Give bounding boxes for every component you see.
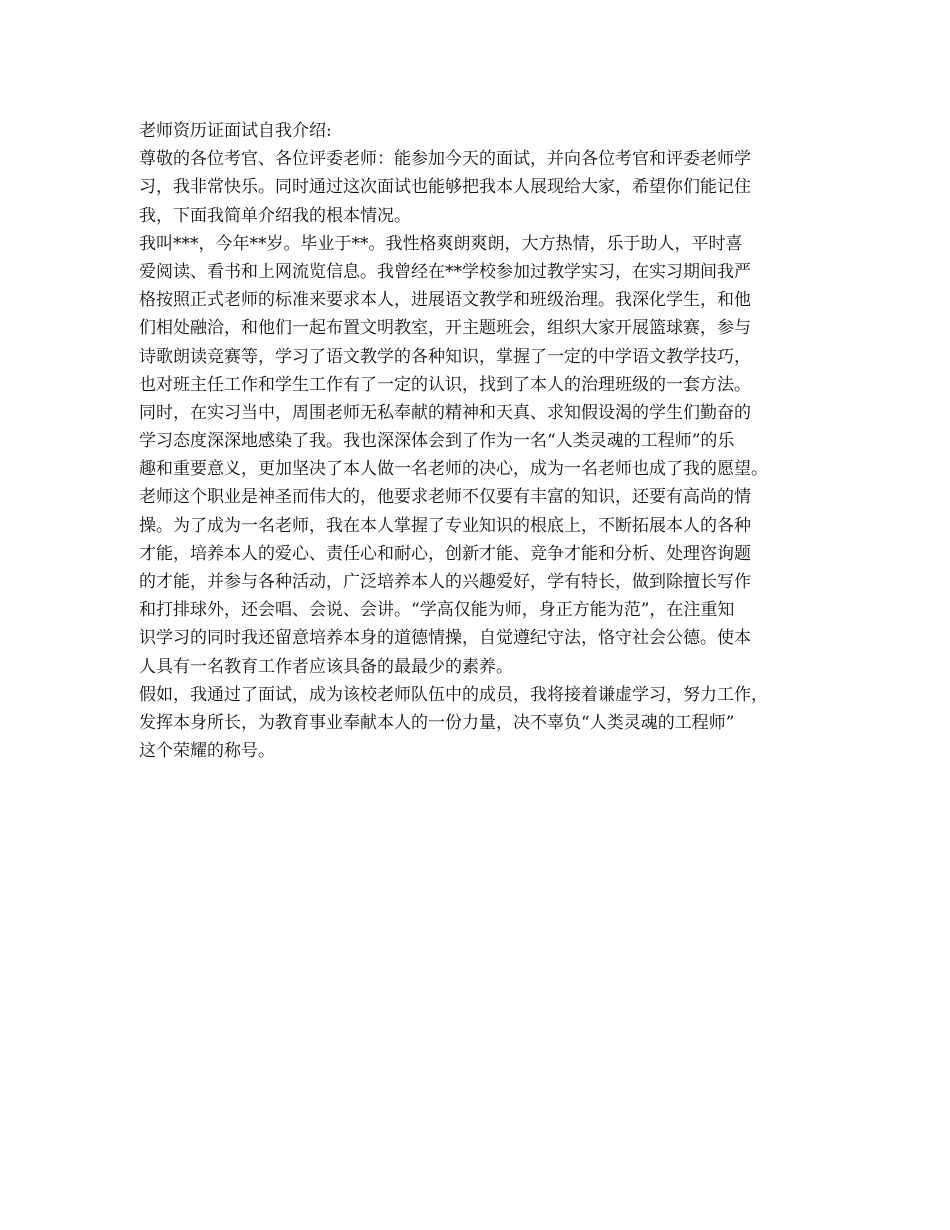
text-line: 发挥本身所长，为教育事业奉献本人的一份力量，决不辜负“人类灵魂的工程师” [139, 712, 735, 733]
text-line: 这个荣耀的称号。 [139, 741, 275, 762]
text-line: 诗歌朗读竞赛等，学习了语文教学的各种知识，掌握了一定的中学语文教学技巧， [139, 346, 751, 367]
text-line: 我，下面我简单介绍我的根本情况。 [139, 205, 411, 226]
text-line: 的才能，并参与各种活动，广泛培养本人的兴趣爱好，学有特长，做到除擅长写作 [139, 572, 751, 592]
text-line: 趣和重要意义，更加坚决了本人做一名老师的决心，成为一名老师也成了我的愿望。 [139, 459, 768, 480]
document-title: 老师资历证面试自我介绍: [139, 121, 332, 141]
text-line: 也对班主任工作和学生工作有了一定的认识，找到了本人的治理班级的一套方法。 [139, 374, 751, 395]
text-line: 才能，培养本人的爱心、责任心和耐心，创新才能、竞争才能和分析、处理咨询题 [139, 543, 751, 564]
text-line: 老师这个职业是神圣而伟大的，他要求老师不仅要有丰富的知识，还要有高尚的情 [139, 487, 751, 508]
text-line: 和打排球外，还会唱、会说、会讲。“学高仅能为师，身正方能为范”，在注重知 [139, 600, 735, 621]
text-line: 学习态度深深地感染了我。我也深深体会到了作为一名“人类灵魂的工程师”的乐 [139, 431, 735, 452]
text-line: 假如，我通过了面试，成为该校老师队伍中的成员，我将接着谦虚学习，努力工作， [139, 684, 768, 705]
text-line: 爱阅读、看书和上网流览信息。我曾经在**学校参加过教学实习，在实习期间我严 [139, 261, 751, 282]
text-line: 们相处融洽，和他们一起布置文明教室，开主题班会，组织大家开展篮球赛，参与 [139, 318, 751, 339]
document-body [139, 117, 839, 765]
text-line: 格按照正式老师的标准来要求本人，进展语文教学和班级治理。我深化学生，和他 [139, 290, 751, 311]
text-line: 习，我非常快乐。同时通过这次面试也能够把我本人展现给大家，希望你们能记住 [139, 177, 751, 198]
text-line: 尊敬的各位考官、各位评委老师：能参加今天的面试，并向各位考官和评委老师学 [139, 149, 751, 170]
text-line: 识学习的同时我还留意培养本身的道德情操，自觉遵纪守法，恪守社会公德。使本 [139, 628, 751, 649]
text-line: 操。为了成为一名老师，我在本人掌握了专业知识的根底上，不断拓展本人的各种 [139, 515, 751, 536]
text-line: 同时，在实习当中，周围老师无私奉献的精神和天真、求知假设渴的学生们勤奋的 [139, 402, 751, 423]
text-line: 人具有一名教育工作者应该具备的最最少的素养。 [139, 656, 513, 677]
text-line: 我叫***，今年**岁。毕业于**。我性格爽朗爽朗，大方热情，乐于助人，平时喜 [139, 233, 743, 254]
